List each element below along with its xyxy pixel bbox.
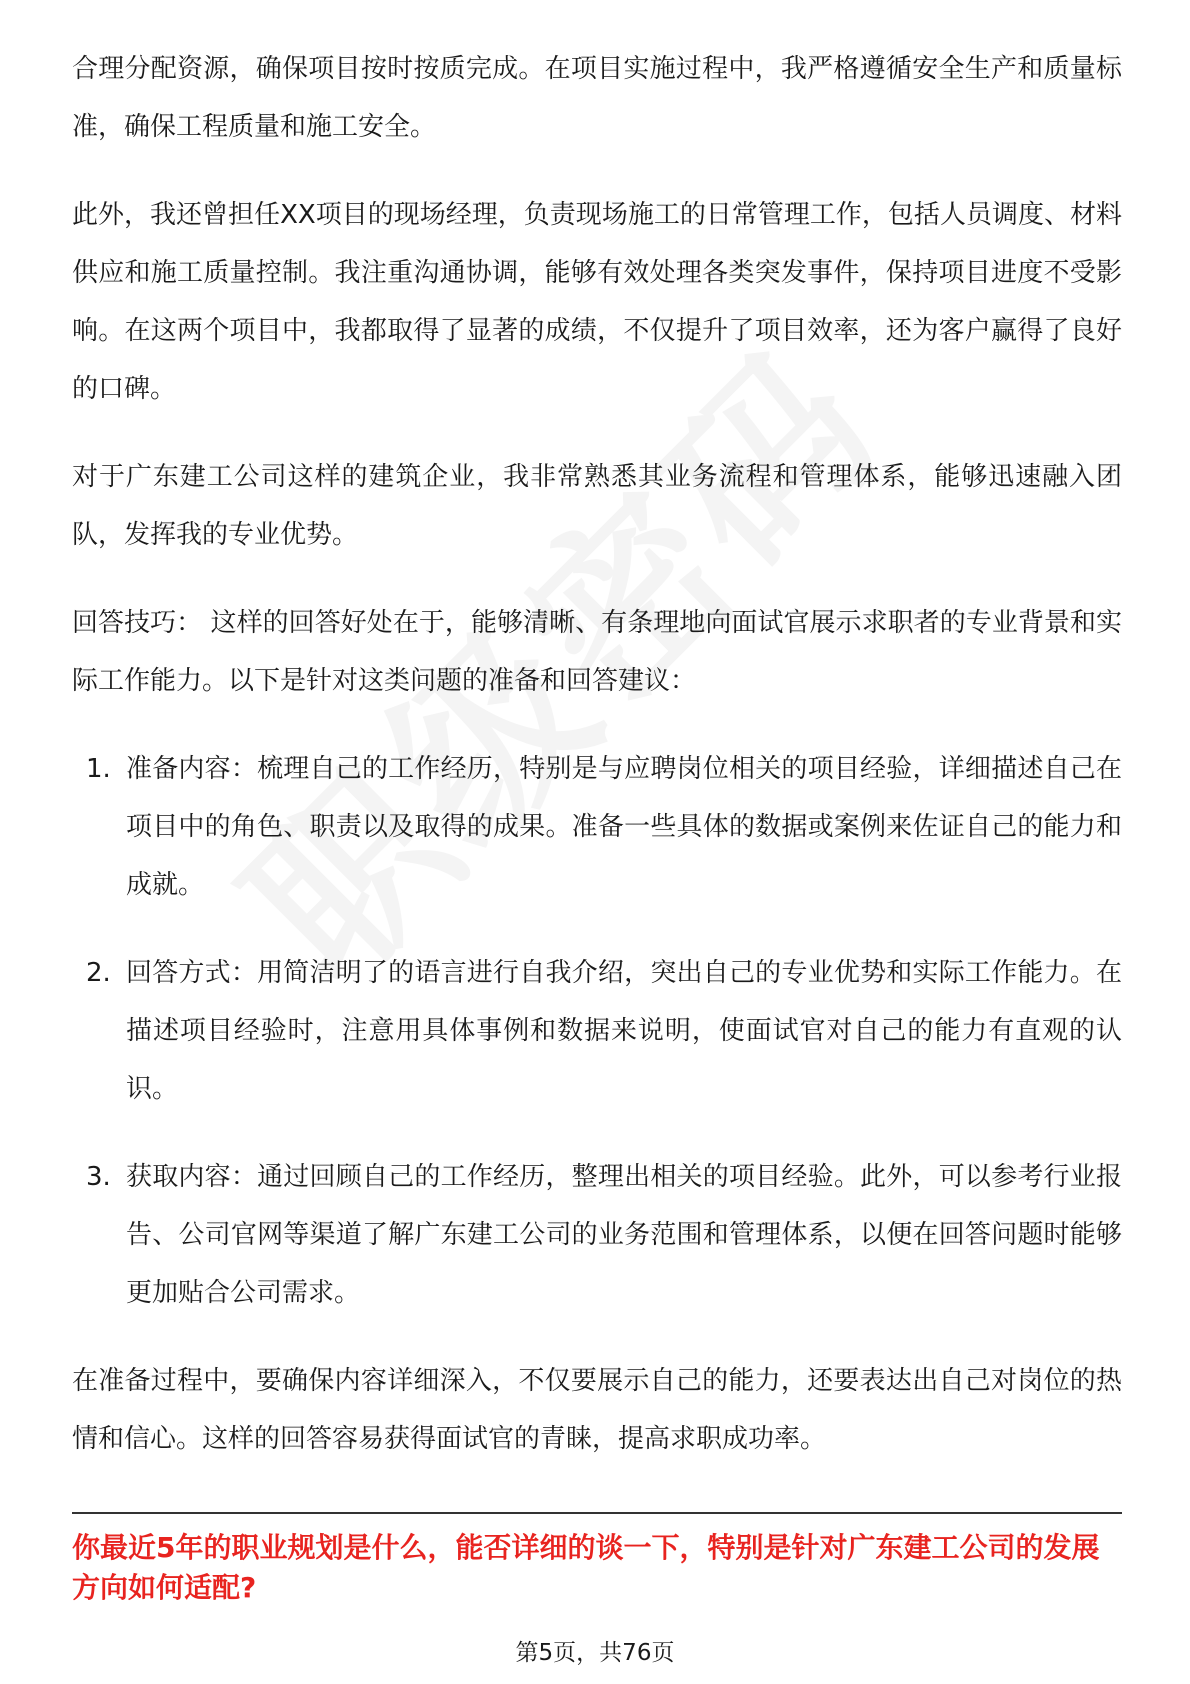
list-item-number: 2.	[86, 958, 111, 988]
answer-tips-intro: 回答技巧： 这样的回答好处在于，能够清晰、有条理地向面试官展示求职者的专业背景和实际工作能力。以下是针对这类问题的准备和回答建议：	[72, 608, 1122, 696]
paragraph-3: 对于广东建工公司这样的建筑企业，我非常熟悉其业务流程和管理体系，能够迅速融入团队，发挥我的专业优势。	[72, 462, 1122, 550]
list-item-text: 准备内容：梳理自己的工作经历，特别是与应聘岗位相关的项目经验，详细描述自己在项目中的角色、职责以及取得的成果。准备一些具体的数据或案例来佐证自己的能力和成就。	[126, 754, 1122, 900]
document-body	[72, 40, 1122, 1498]
section-divider	[72, 1512, 1122, 1514]
closing-paragraph: 在准备过程中，要确保内容详细深入，不仅要展示自己的能力，还要表达出自己对岗位的热情和信心。这样的回答容易获得面试官的青睐，提高求职成功率。	[72, 1366, 1122, 1454]
paragraph-1: 合理分配资源，确保项目按时按质完成。在项目实施过程中，我严格遵循安全生产和质量标准，确保工程质量和施工安全。	[72, 54, 1122, 142]
tips-list	[72, 740, 1122, 1322]
list-item	[72, 944, 1122, 1118]
page-number: 第5页，共76页	[515, 1640, 675, 1666]
next-question-heading: 你最近5年的职业规划是什么，能否详细的谈一下，特别是针对广东建工公司的发展方向如何适配?	[72, 1531, 1100, 1604]
list-item	[72, 740, 1122, 914]
list-item-number: 1.	[86, 754, 111, 784]
list-item-text: 回答方式：用简洁明了的语言进行自我介绍，突出自己的专业优势和实际工作能力。在描述项目经验时，注意用具体事例和数据来说明，使面试官对自己的能力有直观的认识。	[126, 958, 1122, 1104]
paragraph-2: 此外，我还曾担任XX项目的现场经理，负责现场施工的日常管理工作，包括人员调度、材料供应和施工质量控制。我注重沟通协调，能够有效处理各类突发事件，保持项目进度不受影响。在这两个项目中，我都取得了显著的成绩，不仅提升了项目效率，还为客户赢得了良好的口碑。	[72, 200, 1122, 404]
list-item-number: 3.	[86, 1162, 111, 1192]
list-item-text: 获取内容：通过回顾自己的工作经历，整理出相关的项目经验。此外，可以参考行业报告、公司官网等渠道了解广东建工公司的业务范围和管理体系，以便在回答问题时能够更加贴合公司需求。	[126, 1162, 1122, 1308]
list-item	[72, 1148, 1122, 1322]
